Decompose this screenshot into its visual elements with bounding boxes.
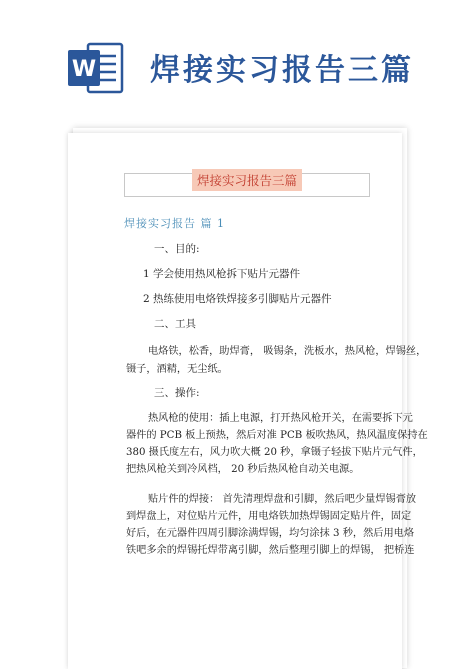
word-document-icon <box>66 40 126 96</box>
heading-tools: 二、工具 <box>154 318 196 330</box>
section-subheading: 焊接实习报告 篇 1 <box>124 217 225 230</box>
purpose-item-1: 1 学会使用热风枪拆下贴片元器件 <box>143 268 301 280</box>
word-icon-letter: W <box>71 57 97 82</box>
paragraph-line: 到焊盘上，对位贴片元件，用电烙铁加热焊锡固定贴片件，固定 <box>126 511 412 522</box>
tools-list-line-1: 电烙铁，松香，助焊膏， 吸锡条，洗板水，热风枪，焊锡丝， <box>148 346 427 357</box>
paragraph-line: 贴片件的焊接： 首先清理焊盘和引脚，然后吧少量焊锡膏放 <box>148 494 417 505</box>
paragraph-line: 器件的 PCB 板上预热，然后对准 PCB 板吹热风，热风温度保持在 <box>126 430 428 441</box>
paragraph-line: 铁吧多余的焊锡托焊带离引脚，然后整理引脚上的焊锡， 把桥连 <box>126 545 415 556</box>
paragraph-line: 380 摄氏度左右，风力吹大概 20 秒，拿镊子轻拔下贴片元气件， <box>126 447 423 458</box>
paragraph-line: 好后，在元器件四周引脚涂满焊锡，均匀涂抹 3 秒，然后用电烙 <box>126 528 415 539</box>
banner-title: 焊接实习报告三篇 <box>150 53 414 88</box>
heading-operation: 三、操作: <box>154 387 200 399</box>
heading-purpose: 一、目的: <box>154 243 200 255</box>
purpose-item-2: 2 热练使用电烙铁焊接多引脚贴片元器件 <box>143 293 332 305</box>
paragraph-line: 热风枪的使用：插上电源，打开热风枪开关，在需要拆下元 <box>148 413 413 424</box>
tools-list-line-2: 镊子，酒精，无尘纸。 <box>126 364 228 375</box>
document-title: 焊接实习报告三篇 <box>192 169 302 191</box>
document-page <box>68 133 428 669</box>
header-banner <box>0 0 474 108</box>
paragraph-line: 把热风枪关到冷风档， 20 秒后热风枪自动关电源。 <box>126 464 360 475</box>
